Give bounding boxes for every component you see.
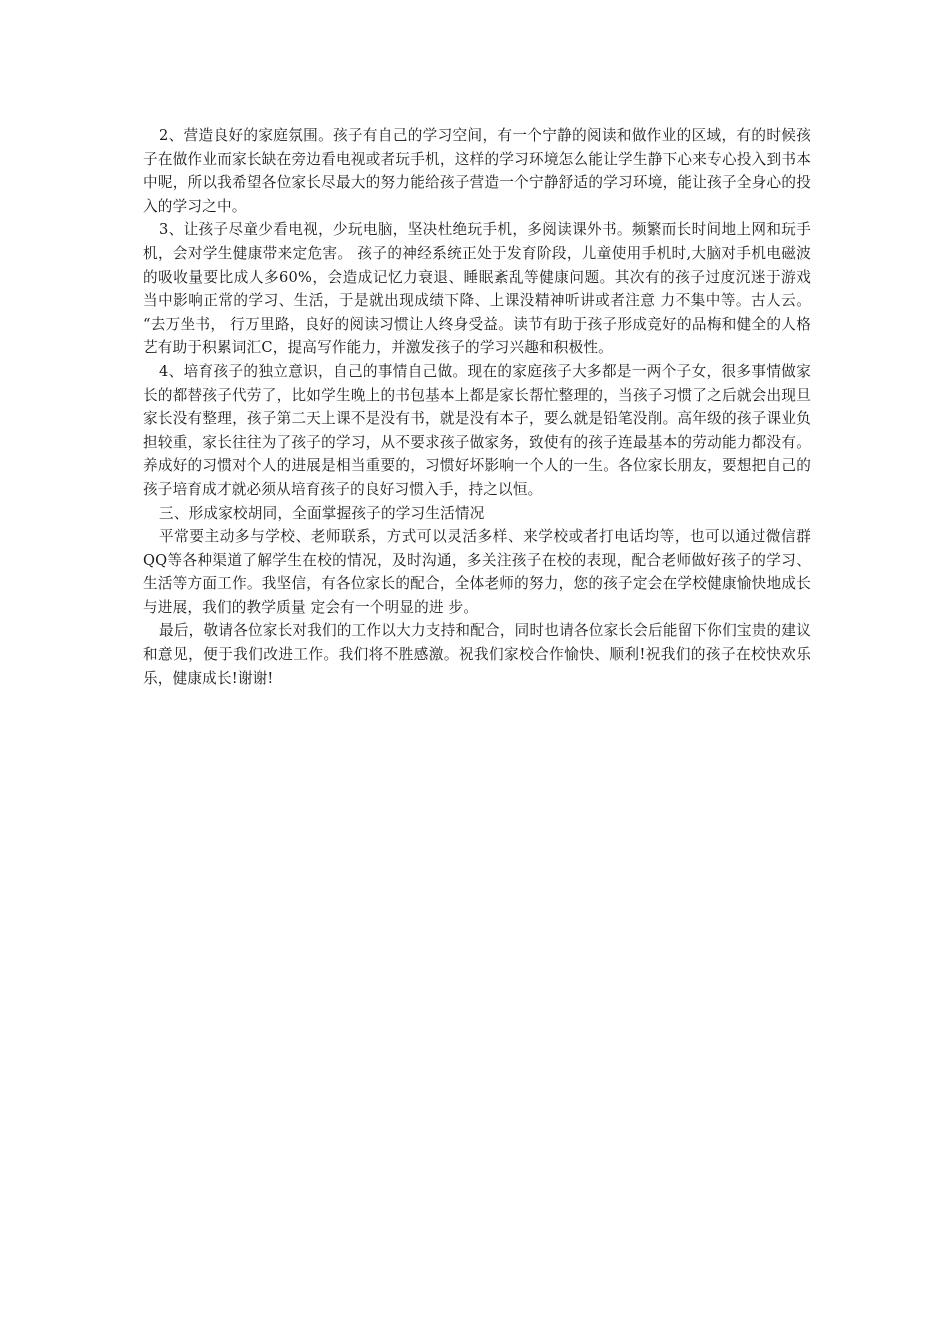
paragraph-contact-school: 平常要主动多与学校、老师联系，方式可以灵活多样、来学校或者打电话均等，也可以通过微信群QQ等各种渠道了解学生在校的情况，及时沟通，多关注孩子在校的表现，配合老师做好孩子的学习、生活等方面工作。我坚信，有各位家长的配合，全体老师的努力，您的孩子定会在学校健康愉快地成长与进展，我们的教学质量 定会有一个明显的进 步。: [143, 528, 811, 616]
paragraph-closing: 最后，敬请各位家长对我们的工作以大力支持和配合，同时也请各位家长会后能留下你们宝贵的建议和意见，便于我们改进工作。我们将不胜感激。祝我们家校合作愉快、顺利!祝我们的孩子在校快欢乐乐，健康成长!谢谢!: [143, 622, 811, 687]
paragraph-reduce-screen-time: 3、让孩子尽童少看电视，少玩电脑，坚决杜绝玩手机，多阅读课外书。频繁而长时间地上网和玩手机，会对学生健康带来定危害。 孩子的神经系统正处于发育阶段，儿童使用手机时,大脑对手机电磁波的吸收量要比成人多60%，会造成记忆力衰退、睡眠紊乱等健康问题。其次有的孩子过度沉迷于游戏当中影响正常的学习、生活，于是就出现成绩下降、上课没精神听讲或者注意 力不集中等。古人云。 “去万坐书， 行万里路，良好的阅读习惯让人终身受益。读节有助于孩子形成竞好的品梅和健全的人格艺有助于积累词汇C，提高写作能力，并激发孩子的学习兴趣和积极性。: [143, 221, 811, 357]
paragraph-independence: 4、培育孩子的独立意识，自己的事情自己做。现在的家庭孩子大多都是一两个子女，很多事情做家长的都替孩子代劳了，比如学生晚上的书包基本上都是家长帮忙整理的，当孩子习惯了之后就会出现旦家长没有整理，孩子第二天上课不是没有书，就是没有本子，要么就是铅笔没削。高年级的孩子课业负担较重，家长往往为了孩子的学习，从不要求孩子做家务，致使有的孩子连最基本的劳动能力都没有。养成好的习惯对个人的进展是相当重要的，习惯好坏影响一个人的一生。各位家长朋友，要想把自己的孩子培育成才就必须从培育孩子的良好习惯入手，持之以恒。: [143, 362, 811, 498]
document-page: [143, 124, 811, 690]
section-heading-home-school: 三、形成家校胡同，全面掌握孩子的学习生活情况: [159, 504, 485, 522]
paragraph-family-atmosphere: 2、营造良好的家庭氛围。孩子有自己的学习空间，有一个宁静的阅读和做作业的区域，有的时候孩子在做作业而家长缺在旁边看电视或者玩手机，这样的学习环境怎么能让学生静下心来专心投入到书本中呢，所以我希望各位家长尽最大的努力能给孩子营造一个宁静舒适的学习环境，能让孩子全身心的投入的学习之中。: [143, 127, 811, 215]
